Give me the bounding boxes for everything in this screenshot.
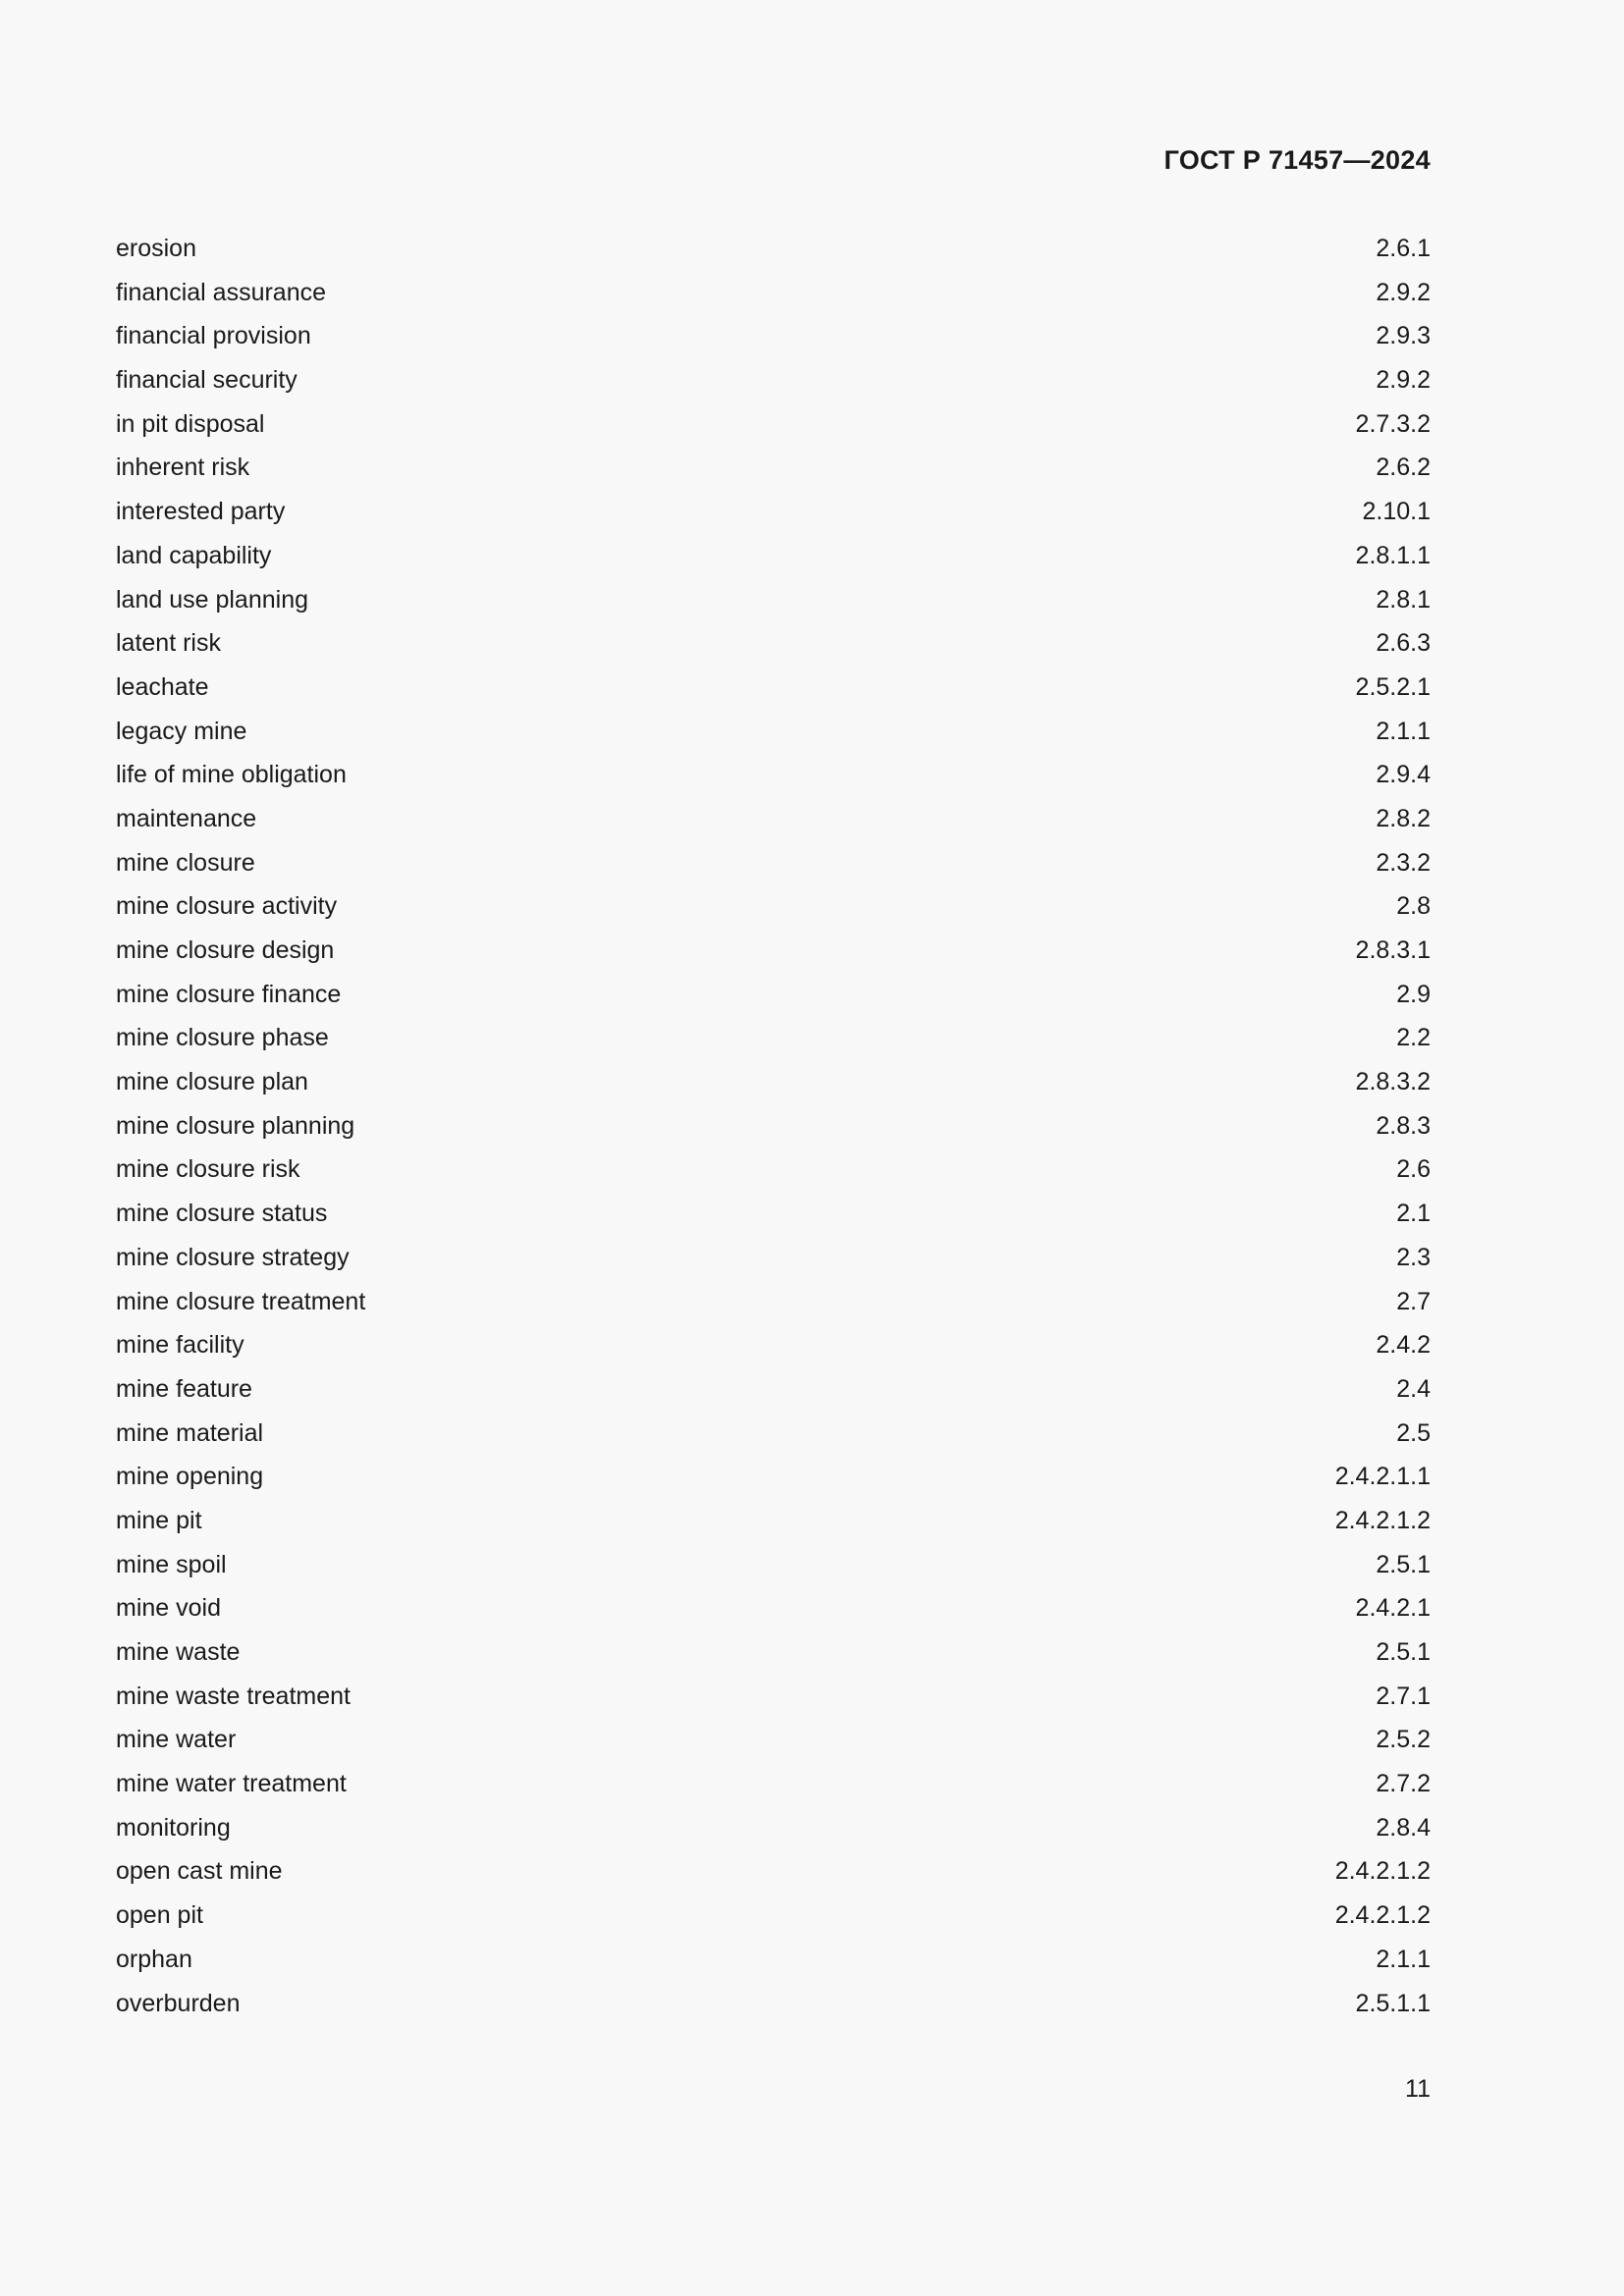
index-entry (116, 1067, 1431, 1111)
index-reference-number: 2.8.2 (1376, 804, 1431, 832)
index-term: mine opening (116, 1463, 264, 1491)
index-reference-number: 2.9.2 (1376, 278, 1431, 306)
index-entry (116, 234, 1431, 278)
index-term: land capability (116, 541, 272, 569)
index-term: mine closure treatment (116, 1287, 366, 1315)
index-reference-number: 2.1.1 (1376, 717, 1431, 745)
index-reference-number: 2.3.2 (1376, 848, 1431, 877)
index-term: mine closure design (116, 936, 335, 964)
index-term: overburden (116, 1989, 241, 2017)
index-reference-number: 2.2 (1396, 1024, 1431, 1052)
index-reference-number: 2.9.2 (1376, 366, 1431, 395)
index-term: mine facility (116, 1331, 244, 1360)
index-term: mine material (116, 1418, 264, 1447)
index-reference-number: 2.7.3.2 (1355, 409, 1431, 438)
index-entry (116, 1199, 1431, 1243)
index-term: life of mine obligation (116, 761, 347, 789)
index-term: monitoring (116, 1813, 231, 1842)
index-entry (116, 848, 1431, 892)
index-reference-number: 2.5.1.1 (1355, 1989, 1431, 2017)
index-term: mine spoil (116, 1550, 227, 1578)
index-term: mine void (116, 1594, 221, 1623)
index-entry (116, 1023, 1431, 1067)
index-entry (116, 1154, 1431, 1199)
index-reference-number: 2.8 (1396, 892, 1431, 921)
index-reference-number: 2.7.2 (1376, 1770, 1431, 1798)
index-reference-number: 2.4.2.1.2 (1334, 1506, 1431, 1534)
index-entry (116, 1725, 1431, 1769)
index-reference-number: 2.6 (1396, 1155, 1431, 1184)
index-entry (116, 1111, 1431, 1155)
index-term: mine closure (116, 848, 255, 877)
index-reference-number: 2.5.1 (1376, 1638, 1431, 1666)
index-entry (116, 1550, 1431, 1594)
index-entry (116, 1769, 1431, 1813)
index-term: land use planning (116, 585, 308, 614)
index-term: mine closure finance (116, 980, 342, 1008)
index-entry (116, 1287, 1431, 1331)
index-entry (116, 760, 1431, 804)
index-entry (116, 1506, 1431, 1550)
index-entry (116, 1989, 1431, 2033)
index-term: maintenance (116, 804, 257, 832)
index-reference-number: 2.8.3.1 (1355, 936, 1431, 964)
index-reference-number: 2.9.3 (1376, 322, 1431, 350)
index-entry (116, 1682, 1431, 1726)
index-reference-number: 2.8.4 (1376, 1813, 1431, 1842)
index-term: mine closure phase (116, 1024, 329, 1052)
index-term: mine water (116, 1726, 237, 1754)
index-entry (116, 1243, 1431, 1287)
document-header-title: ГОСТ Р 71457—2024 (1164, 145, 1431, 175)
index-entry (116, 1593, 1431, 1637)
index-reference-number: 2.7 (1396, 1287, 1431, 1315)
index-reference-number: 2.8.1.1 (1355, 541, 1431, 569)
index-reference-number: 2.4.2.1.2 (1334, 1901, 1431, 1930)
index-reference-number: 2.5.1 (1376, 1550, 1431, 1578)
index-reference-number: 2.5.2.1 (1355, 672, 1431, 701)
index-entry (116, 628, 1431, 672)
index-reference-number: 2.3 (1396, 1243, 1431, 1271)
index-reference-number: 2.8.1 (1376, 585, 1431, 614)
index-entry (116, 278, 1431, 322)
index-reference-number: 2.6.1 (1376, 235, 1431, 262)
index-term: mine closure strategy (116, 1243, 350, 1271)
index-term: mine feature (116, 1374, 252, 1403)
index-entry (116, 672, 1431, 717)
index-term: mine closure risk (116, 1155, 300, 1184)
index-entry (116, 1856, 1431, 1900)
index-reference-number: 2.6.2 (1376, 454, 1431, 482)
index-term: open pit (116, 1901, 203, 1930)
index-reference-number: 2.4.2.1 (1355, 1594, 1431, 1623)
index-entry (116, 891, 1431, 935)
index-entry (116, 717, 1431, 761)
index-reference-number: 2.6.3 (1376, 629, 1431, 658)
index-reference-number: 2.4 (1396, 1374, 1431, 1403)
index-entry (116, 409, 1431, 454)
index-reference-number: 2.1 (1396, 1200, 1431, 1228)
index-reference-number: 2.5 (1396, 1418, 1431, 1447)
index-entry (116, 804, 1431, 848)
index-term: financial assurance (116, 278, 327, 306)
index-term: legacy mine (116, 717, 247, 745)
index-term: mine pit (116, 1506, 202, 1534)
index-term: orphan (116, 1945, 192, 1973)
index-entry (116, 541, 1431, 585)
index-term: interested party (116, 498, 286, 526)
index-reference-number: 2.9.4 (1376, 761, 1431, 789)
index-term: mine closure planning (116, 1111, 355, 1140)
index-entry (116, 935, 1431, 980)
index-term: financial security (116, 366, 298, 395)
index-term: inherent risk (116, 454, 250, 482)
index-entry (116, 980, 1431, 1024)
index-term: mine water treatment (116, 1770, 347, 1798)
index-reference-number: 2.1.1 (1376, 1945, 1431, 1973)
index-term: mine waste (116, 1638, 241, 1666)
index-reference-number: 2.10.1 (1362, 498, 1431, 526)
index-entry (116, 497, 1431, 541)
index-reference-number: 2.5.2 (1376, 1726, 1431, 1754)
alphabetical-term-index (116, 234, 1431, 2032)
index-term: mine waste treatment (116, 1682, 351, 1710)
index-term: financial provision (116, 322, 311, 350)
index-entry (116, 1330, 1431, 1374)
index-term: erosion (116, 235, 196, 262)
index-term: leachate (116, 672, 209, 701)
index-entry (116, 585, 1431, 629)
index-reference-number: 2.4.2.1.2 (1334, 1857, 1431, 1886)
index-term: mine closure status (116, 1200, 328, 1228)
index-entry (116, 1418, 1431, 1463)
index-term: open cast mine (116, 1857, 283, 1886)
index-reference-number: 2.8.3 (1376, 1111, 1431, 1140)
index-entry (116, 453, 1431, 497)
index-entry (116, 1813, 1431, 1857)
index-reference-number: 2.9 (1396, 980, 1431, 1008)
index-reference-number: 2.4.2.1.1 (1334, 1463, 1431, 1491)
index-reference-number: 2.7.1 (1376, 1682, 1431, 1710)
index-entry (116, 1374, 1431, 1418)
index-term: mine closure activity (116, 892, 338, 921)
index-entry (116, 1462, 1431, 1506)
index-entry (116, 1945, 1431, 1989)
index-term: latent risk (116, 629, 221, 658)
index-reference-number: 2.4.2 (1376, 1331, 1431, 1360)
index-entry (116, 365, 1431, 409)
index-term: mine closure plan (116, 1068, 308, 1096)
index-entry (116, 321, 1431, 365)
page-number: 11 (1405, 2075, 1431, 2103)
index-term: in pit disposal (116, 409, 265, 438)
index-reference-number: 2.8.3.2 (1355, 1068, 1431, 1096)
index-entry (116, 1637, 1431, 1682)
index-entry (116, 1900, 1431, 1945)
